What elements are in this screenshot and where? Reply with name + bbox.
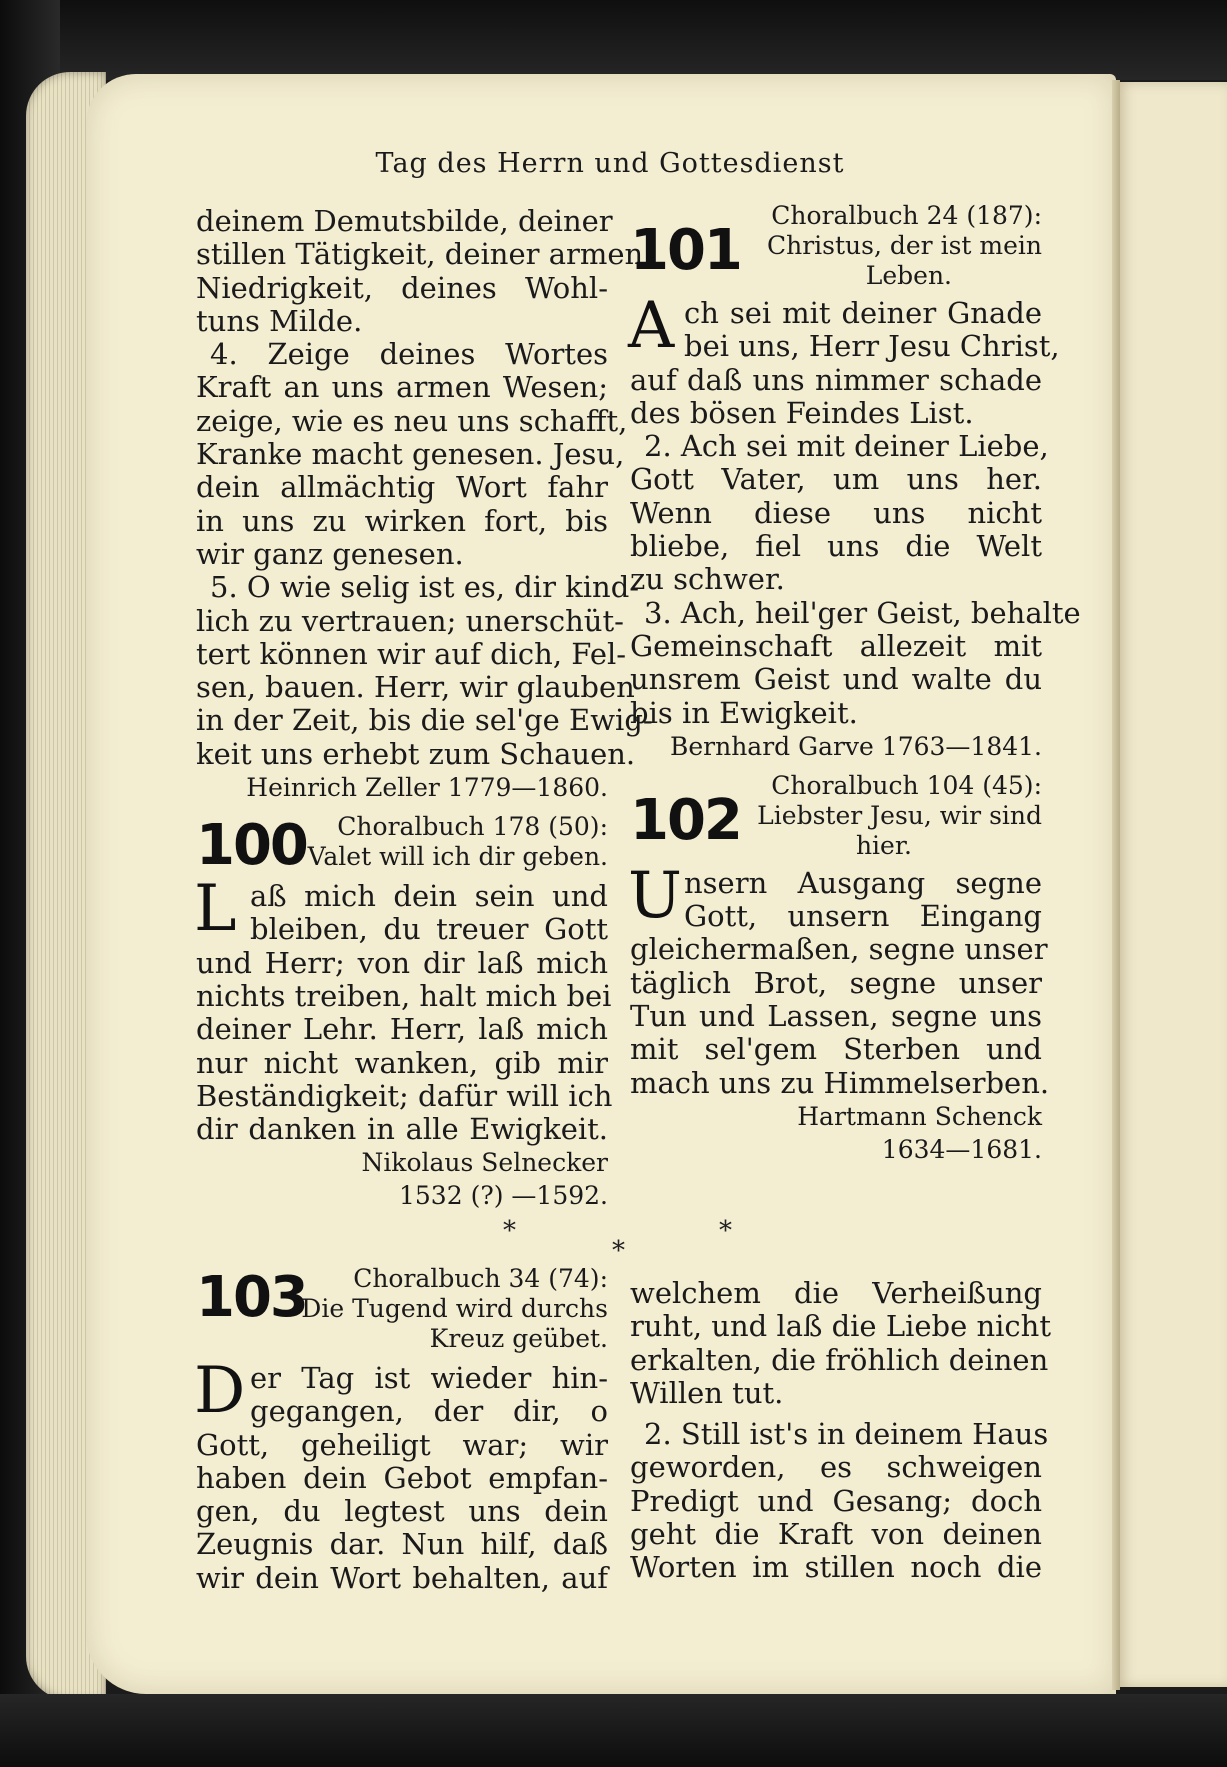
text-line: haben dein Gebot empfan- bbox=[196, 1460, 608, 1495]
hymn-number: 103 bbox=[196, 1265, 307, 1330]
hymn-tune-info bbox=[767, 201, 1042, 291]
text-line: bleiben, du treuer Gott bbox=[250, 912, 608, 947]
author-name: Hartmann Schenck bbox=[797, 1101, 1042, 1131]
text-line: täglich Brot, segne unser bbox=[630, 965, 1042, 1000]
book-cover-top bbox=[0, 0, 1227, 80]
text-line: gegangen, der dir, o bbox=[250, 1394, 608, 1429]
text-line: Gemeinschaft allezeit mit bbox=[630, 628, 1042, 663]
text-line: gen, du legtest uns dein bbox=[196, 1494, 608, 1529]
text-line: in uns zu wirken fort, bis bbox=[196, 503, 608, 538]
text-line: Kranke macht genesen. Jesu, bbox=[196, 437, 625, 472]
text-line: in der Zeit, bis die sel'ge Ewig- bbox=[196, 703, 653, 738]
text-line: erkalten, die fröhlich deinen bbox=[630, 1342, 1049, 1377]
text-line: dein allmächtig Wort fahr bbox=[196, 470, 608, 505]
text-line: Tun und Lassen, segne uns bbox=[630, 999, 1042, 1034]
tune-name-cont: Kreuz geübet. bbox=[429, 1324, 608, 1353]
book-cover-bottom bbox=[0, 1694, 1227, 1767]
text-line: Willen tut. bbox=[630, 1375, 784, 1410]
hymn-number: 100 bbox=[196, 813, 307, 879]
text-line: und Herr; von dir laß mich bbox=[196, 945, 608, 980]
text-line: des bösen Feindes List. bbox=[630, 395, 974, 430]
text-line: aß mich dein sein und bbox=[250, 879, 608, 914]
text-line: Beständigkeit; dafür will ich bbox=[196, 1078, 613, 1113]
hymn-number: 101 bbox=[630, 218, 741, 283]
text-line: Gott Vater, um uns her. bbox=[630, 462, 1042, 497]
drop-cap: A bbox=[628, 289, 675, 363]
text-line: ch sei mit deiner Gnade bbox=[684, 296, 1042, 330]
tune-name: Die Tugend wird durchs bbox=[301, 1294, 608, 1323]
text-line: unsrem Geist und walte du bbox=[630, 662, 1042, 697]
text-line: deiner Lehr. Herr, laß mich bbox=[196, 1012, 608, 1047]
text-line: Gott, unsern Eingang bbox=[684, 899, 1042, 934]
text-line: zeige, wie es neu uns schafft, bbox=[196, 403, 628, 438]
text-line: mach uns zu Himmelserben. bbox=[630, 1065, 1050, 1100]
text-line: nichts treiben, halt mich bei bbox=[196, 978, 612, 1013]
text-line: deinem Demutsbilde, deiner bbox=[196, 204, 613, 238]
running-header: Tag des Herrn und Gottesdienst bbox=[375, 148, 845, 179]
text-line: 2. Still ist's in deinem Haus bbox=[644, 1417, 1049, 1452]
text-line: stillen Tätigkeit, deiner armen bbox=[196, 237, 644, 272]
text-line: bei uns, Herr Jesu Christ, bbox=[684, 329, 1060, 364]
author-attribution: Heinrich Zeller 1779—1860. bbox=[246, 773, 608, 803]
text-line: 3. Ach, heil'ger Geist, behalte bbox=[644, 595, 1081, 630]
hymn-tune-info bbox=[301, 1264, 608, 1354]
text-line: ruht, und laß die Liebe nicht bbox=[630, 1309, 1051, 1344]
text-line: 2. Ach sei mit deiner Liebe, bbox=[644, 429, 1049, 464]
facing-page-edge bbox=[1118, 82, 1227, 1687]
drop-cap: L bbox=[194, 872, 237, 947]
text-line: 4. Zeige deines Wortes bbox=[210, 337, 608, 372]
choralbuch-ref: Choralbuch 104 (45): bbox=[771, 770, 1042, 800]
text-line: er Tag ist wieder hin- bbox=[250, 1361, 608, 1395]
left-column bbox=[194, 204, 653, 1212]
text-line: sen, bauen. Herr, wir glauben bbox=[196, 670, 635, 705]
right-column bbox=[628, 201, 1081, 1166]
text-line: Kraft an uns armen Wesen; bbox=[196, 370, 608, 405]
tune-name: Christus, der ist mein bbox=[767, 231, 1042, 260]
drop-cap: D bbox=[194, 1354, 246, 1428]
hymn-102 bbox=[628, 770, 1050, 1166]
hymn-tune-info bbox=[757, 771, 1042, 861]
choralbuch-ref: Choralbuch 178 (50): bbox=[337, 812, 608, 842]
text-line: nsern Ausgang segne bbox=[684, 865, 1042, 900]
text-line: Predigt und Gesang; doch bbox=[630, 1483, 1042, 1518]
hymn-100 bbox=[194, 812, 613, 1212]
text-line: mit sel'gem Sterben und bbox=[630, 1032, 1042, 1067]
text-line: Niedrigkeit, deines Wohl- bbox=[196, 270, 608, 305]
choralbuch-ref: Choralbuch 34 (74): bbox=[353, 1264, 608, 1293]
text-line: tert können wir auf dich, Fel- bbox=[196, 636, 627, 671]
text-line: zu schwer. bbox=[630, 562, 785, 597]
author-years: 1634—1681. bbox=[881, 1134, 1042, 1164]
author-name: Nikolaus Selnecker bbox=[361, 1148, 608, 1178]
text-line: lich zu vertrauen; unerschüt- bbox=[196, 603, 624, 638]
tune-name-cont: Leben. bbox=[865, 261, 952, 290]
separator-asterisk: * bbox=[503, 1216, 516, 1246]
text-line: bis in Ewigkeit. bbox=[630, 695, 858, 730]
choralbuch-ref: Choralbuch 24 (187): bbox=[771, 201, 1042, 230]
text-line: bliebe, fiel uns die Welt bbox=[630, 529, 1042, 564]
hymn-101 bbox=[628, 201, 1081, 763]
hymn-tune-info bbox=[308, 812, 608, 872]
text-line: keit uns erhebt zum Schauen. bbox=[196, 736, 636, 771]
text-line: wir ganz genesen. bbox=[196, 536, 464, 571]
drop-cap: U bbox=[628, 858, 682, 933]
separator-asterisk: * bbox=[719, 1216, 732, 1246]
text-line: Gott, geheiligt war; wir bbox=[196, 1427, 608, 1462]
tune-name: Liebster Jesu, wir sind bbox=[757, 800, 1042, 830]
text-line: Worten im stillen noch die bbox=[630, 1550, 1042, 1585]
left-top-text bbox=[196, 204, 653, 804]
text-line: gleichermaßen, segne unser bbox=[630, 932, 1048, 967]
text-line: Wenn diese uns nicht bbox=[630, 495, 1042, 530]
text-line: tuns Milde. bbox=[196, 303, 363, 338]
hymn-number: 102 bbox=[630, 787, 741, 853]
text-line: Zeugnis dar. Nun hilf, daß bbox=[196, 1527, 608, 1562]
hymn-103 bbox=[194, 1264, 608, 1595]
text-line: auf daß uns nimmer schade bbox=[630, 362, 1042, 397]
text-line: wir dein Wort behalten, auf bbox=[196, 1560, 608, 1595]
author-years: 1532 (?) —1592. bbox=[399, 1181, 608, 1211]
tune-name: Valet will ich dir geben. bbox=[307, 842, 608, 872]
author-attribution: Bernhard Garve 1763—1841. bbox=[669, 731, 1042, 761]
text-line: geht die Kraft von deinen bbox=[630, 1517, 1042, 1552]
right-lower-text bbox=[630, 1276, 1051, 1585]
text-line: nur nicht wanken, gib mir bbox=[196, 1045, 608, 1080]
text-line: 5. O wie selig ist es, dir kind- bbox=[210, 570, 640, 605]
text-line: dir danken in alle Ewigkeit. bbox=[196, 1112, 608, 1147]
page-gutter bbox=[1112, 80, 1120, 1690]
tune-name-cont: hier. bbox=[855, 830, 912, 860]
text-line: geworden, es schweigen bbox=[630, 1450, 1042, 1485]
separator-asterisk: * bbox=[612, 1236, 625, 1266]
text-line: welchem die Verheißung bbox=[630, 1276, 1042, 1310]
